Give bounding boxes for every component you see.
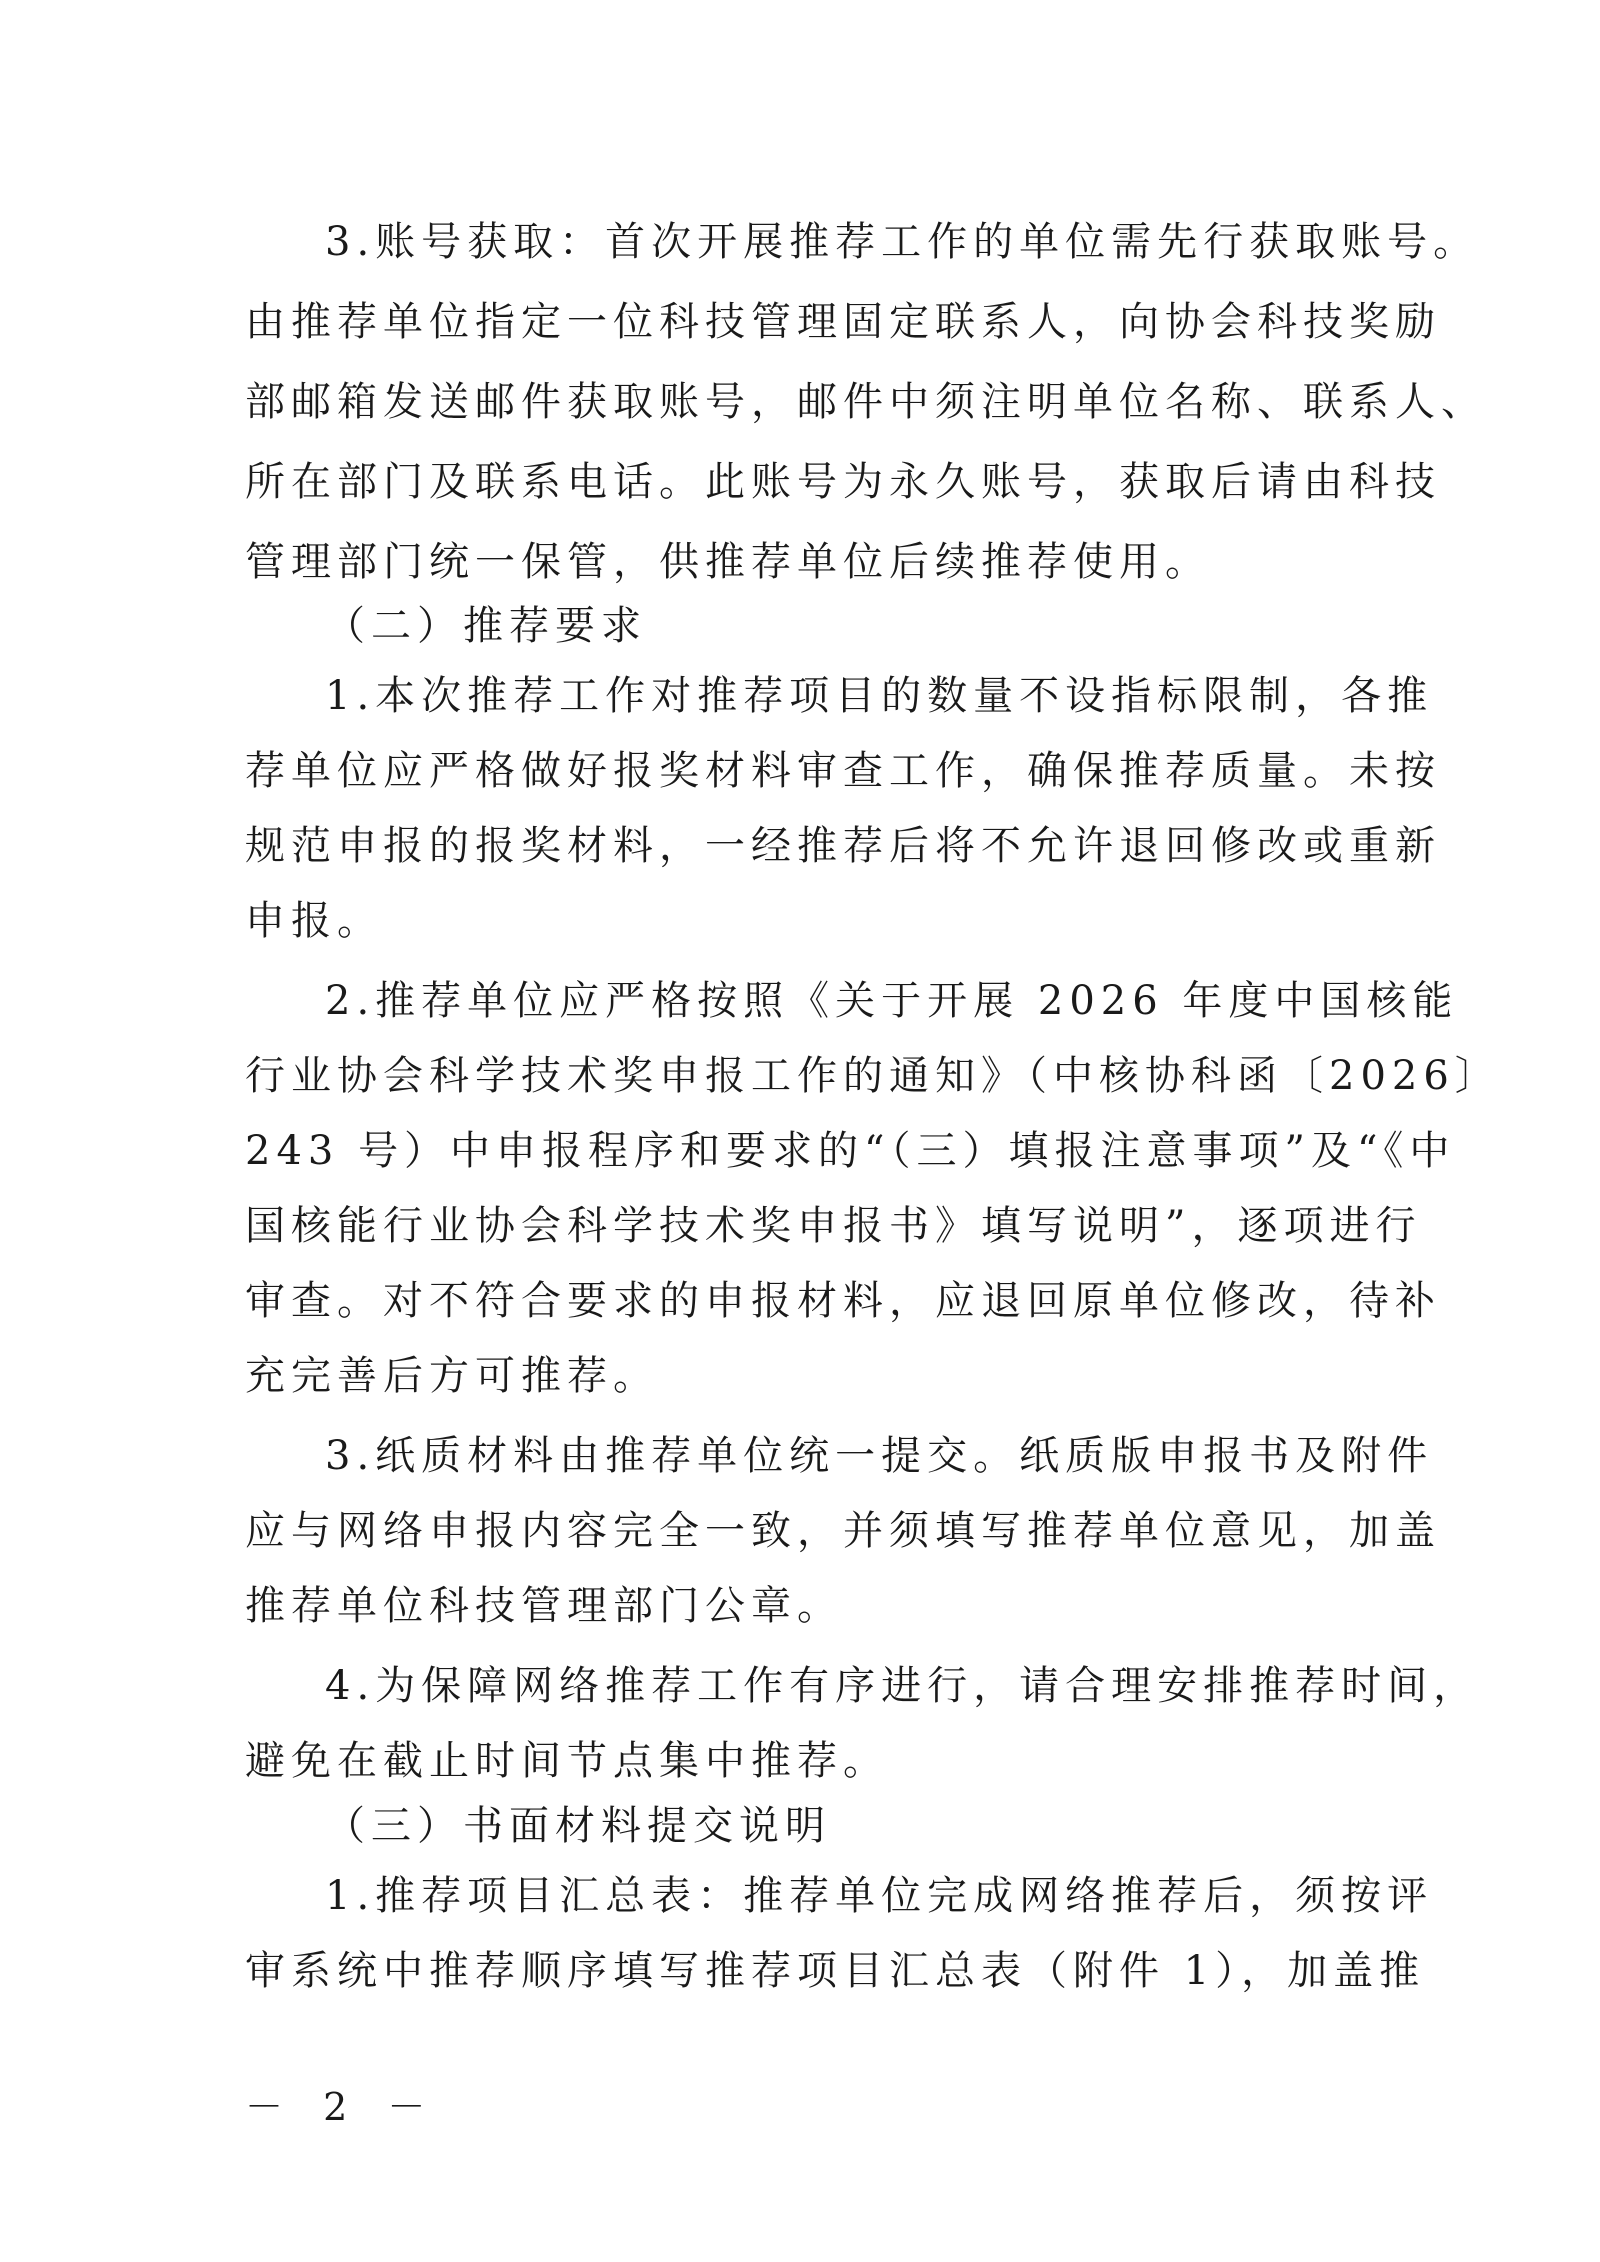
paragraph-line: 4.为保障网络推荐工作有序进行，请合理安排推荐时间， [325,1663,1480,1709]
section-heading: （二）推荐要求 [325,603,647,649]
paragraph-line: 3.账号获取：首次开展推荐工作的单位需先行获取账号。 [325,219,1480,265]
paragraph-line: 部邮箱发送邮件获取账号，邮件中须注明单位名称、联系人、 [245,379,1487,425]
paragraph-line: 1.本次推荐工作对推荐项目的数量不设指标限制，各推 [325,673,1434,719]
paragraph-line: 管理部门统一保管，供推荐单位后续推荐使用。 [245,539,1211,585]
paragraph-line: 由推荐单位指定一位科技管理固定联系人，向协会科技奖励 [245,299,1441,345]
paragraph-line: 推荐单位科技管理部门公章。 [245,1583,843,1629]
section-heading: （三）书面材料提交说明 [325,1803,831,1849]
paragraph-line: 1.推荐项目汇总表：推荐单位完成网络推荐后，须按评 [325,1873,1434,1919]
page-number: － 2 － [245,2085,440,2129]
paragraph-line: 审系统中推荐顺序填写推荐项目汇总表（附件 1），加盖推 [245,1948,1426,1994]
paragraph-line: 申报。 [245,898,383,944]
paragraph-line: 243 号）中申报程序和要求的“（三）填报注意事项”及“《中 [245,1128,1456,1174]
paragraph-line: 3.纸质材料由推荐单位统一提交。纸质版申报书及附件 [325,1433,1434,1479]
paragraph-line: 2.推荐单位应严格按照《关于开展 2026 年度中国核能 [325,978,1459,1024]
paragraph-line: 行业协会科学技术奖申报工作的通知》（中核协科函〔2026〕 [245,1053,1501,1099]
paragraph-line: 荐单位应严格做好报奖材料审查工作，确保推荐质量。未按 [245,748,1441,794]
paragraph-line: 避免在截止时间节点集中推荐。 [245,1738,889,1784]
paragraph-line: 所在部门及联系电话。此账号为永久账号，获取后请由科技 [245,459,1441,505]
paragraph-line: 充完善后方可推荐。 [245,1353,659,1399]
paragraph-line: 应与网络申报内容完全一致，并须填写推荐单位意见，加盖 [245,1508,1441,1554]
paragraph-line: 国核能行业协会科学技术奖申报书》填写说明”，逐项进行 [245,1203,1422,1249]
paragraph-line: 规范申报的报奖材料，一经推荐后将不允许退回修改或重新 [245,823,1441,869]
paragraph-line: 审查。对不符合要求的申报材料，应退回原单位修改，待补 [245,1278,1441,1324]
